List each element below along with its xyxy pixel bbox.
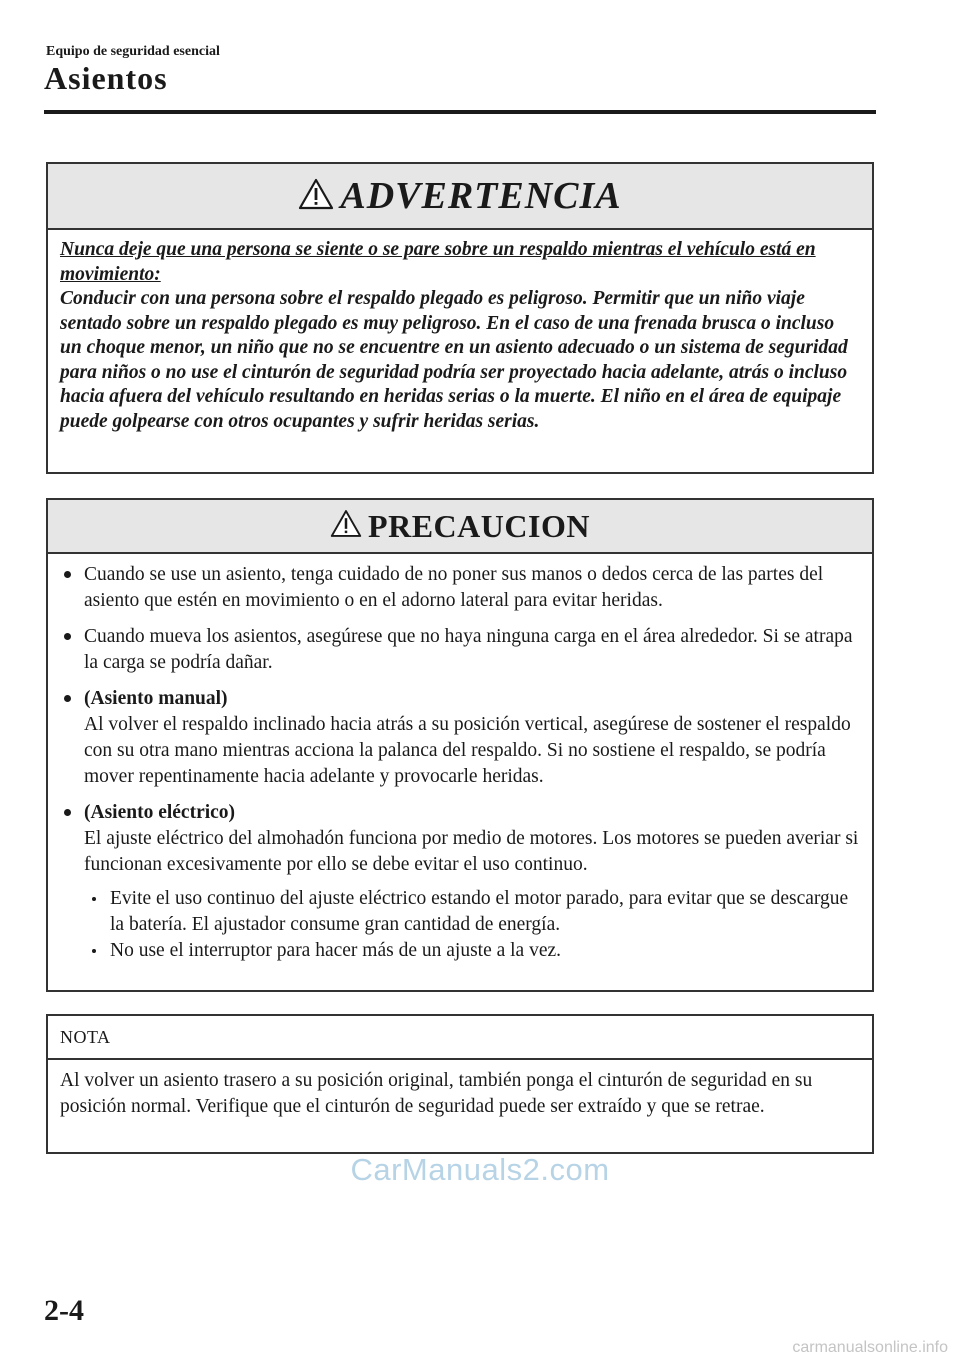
caution-item-heading: (Asiento eléctrico) (84, 802, 236, 823)
warning-triangle-icon (330, 509, 362, 543)
warning-body (48, 230, 872, 444)
caution-header (48, 500, 872, 554)
caution-item-text: Al volver el respaldo inclinado hacia atrás a su posición vertical, asegúrese de sostener el respaldo con su otra mano mientras acciona la palanca del respaldo. Si no sostiene el respaldo, se podría mover repentinamente hacia adelante y provocarle heridas. (84, 714, 851, 787)
note-body: Al volver un asiento trasero a su posición original, también ponga el cinturón de seguridad en su posición normal. Verifique que el cinturón de seguridad puede ser extraído y que se retrae. (60, 1070, 813, 1117)
caution-title: PRECAUCION (368, 507, 590, 544)
warning-triangle-icon (298, 178, 334, 215)
header-divider (44, 110, 876, 114)
caution-body (48, 554, 872, 974)
page-title: Asientos (44, 60, 168, 96)
section-label: Equipo de seguridad esencial (46, 44, 220, 59)
note-header: NOTA (48, 1016, 872, 1060)
caution-item-text: Cuando se use un asiento, tenga cuidado de no poner sus manos o dedos cerca de las partes del asiento que estén en movimiento o en el adorno lateral para evitar heridas. (84, 564, 824, 611)
caution-item (62, 562, 860, 614)
warning-title: ADVERTENCIA (340, 175, 622, 217)
caution-item-text: El ajuste eléctrico del almohadón funciona por medio de motores. Los motores se pueden averiar si funcionan excesivamente por ello se debe evitar el uso continuo. (84, 828, 859, 875)
caution-item (62, 800, 860, 964)
page-number: 2-4 (44, 1294, 84, 1327)
footer-watermark: carmanualsonline.info (792, 1339, 948, 1356)
warning-underlined-text: Nunca deje que una persona se siente o se pare sobre un respaldo mientras el vehículo está en movimiento: (60, 239, 816, 285)
watermark-logo: CarManuals2.com (350, 1152, 610, 1187)
caution-subitem: Evite el uso continuo del ajuste eléctrico estando el motor parado, para evitar que se descargue la batería. El ajustador consume gran cantidad de energía. (84, 886, 860, 938)
caution-box (46, 498, 874, 992)
note-box (46, 1014, 874, 1154)
caution-item-text: Cuando mueva los asientos, asegúrese que no haya ninguna carga en el área alrededor. Si se atrapa la carga se podría dañar. (84, 626, 853, 673)
caution-subitem: No use el interruptor para hacer más de un ajuste a la vez. (84, 938, 860, 964)
caution-item (62, 624, 860, 676)
caution-item (62, 686, 860, 790)
warning-text: Conducir con una persona sobre el respaldo plegado es peligroso. Permitir que un niño viaje sentado sobre un respaldo plegado es muy peligroso. En el caso de una frenada brusca o incluso un choque menor, un niño que no se encuentre en un asiento adecuado o un sistema de seguridad para niños o no use el cinturón de seguridad podría ser proyectado hacia adelante, atrás o incluso hacia afuera del vehículo resultando en heridas serias o la muerte. El niño en el área de equipaje puede golpearse con otros ocupantes y sufrir heridas serias. (60, 288, 848, 432)
warning-header (48, 164, 872, 230)
warning-box (46, 162, 874, 474)
caution-item-heading: (Asiento manual) (84, 688, 228, 709)
